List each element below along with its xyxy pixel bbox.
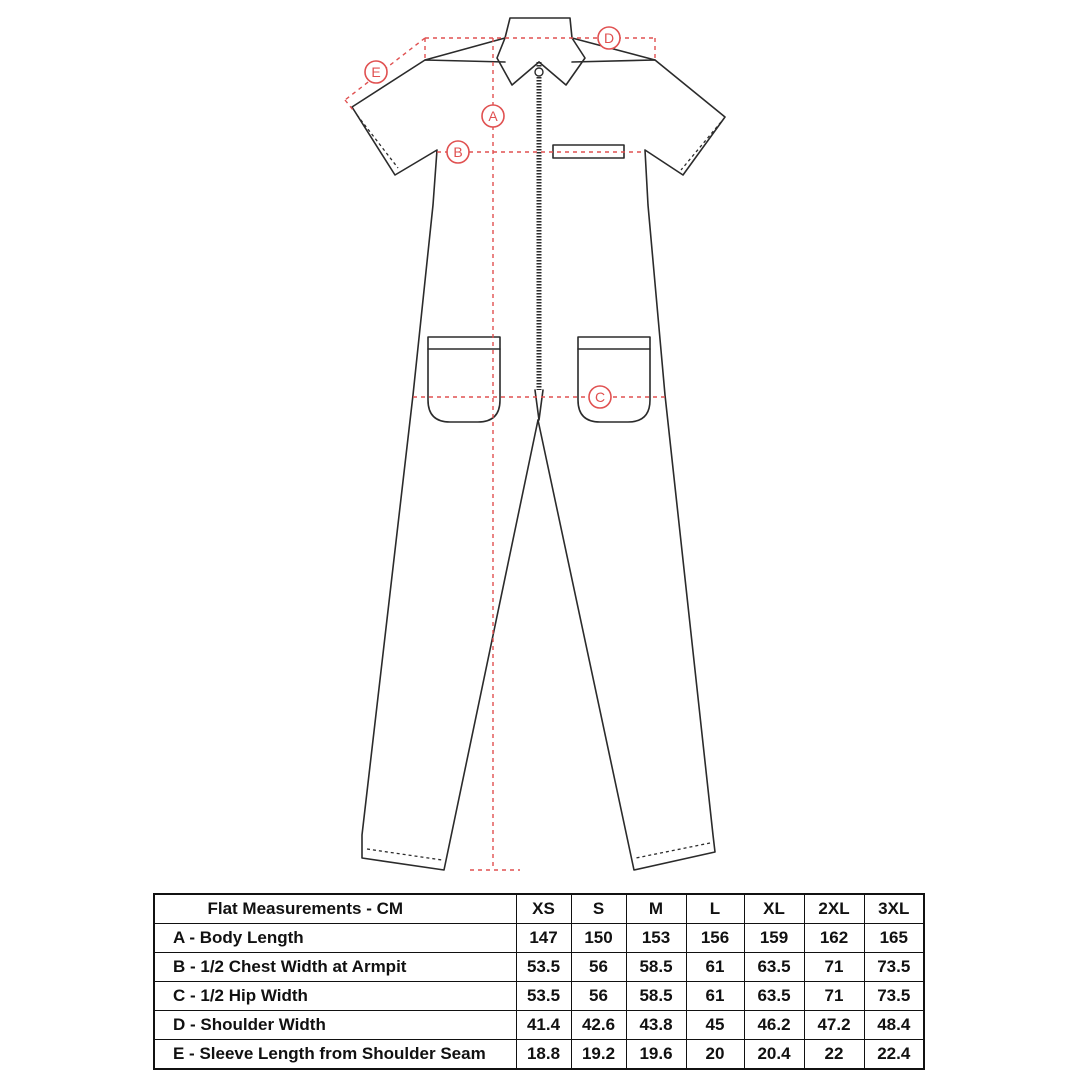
marker-b	[447, 141, 469, 163]
table-row	[154, 1040, 924, 1070]
table-cell: 47.2	[804, 1011, 864, 1040]
table-row	[154, 924, 924, 953]
row-label: C - 1/2 Hip Width	[154, 982, 516, 1011]
table-cell: 19.6	[626, 1040, 686, 1070]
table-row	[154, 953, 924, 982]
marker-c	[589, 386, 611, 408]
size-chart-table	[153, 893, 925, 1070]
table-cell: 156	[686, 924, 744, 953]
row-label: A - Body Length	[154, 924, 516, 953]
row-label: D - Shoulder Width	[154, 1011, 516, 1040]
svg-text:A: A	[488, 108, 498, 124]
svg-text:E: E	[371, 64, 381, 80]
marker-a	[482, 105, 504, 127]
row-label: E - Sleeve Length from Shoulder Seam	[154, 1040, 516, 1070]
svg-text:B: B	[453, 144, 463, 160]
table-cell: 71	[804, 953, 864, 982]
hem-stitching	[357, 115, 721, 860]
table-cell: 20.4	[744, 1040, 804, 1070]
table-cell: 150	[571, 924, 626, 953]
table-cell: 53.5	[516, 982, 571, 1011]
table-cell: 71	[804, 982, 864, 1011]
table-row	[154, 1011, 924, 1040]
size-header: 2XL	[804, 894, 864, 924]
table-cell: 53.5	[516, 953, 571, 982]
size-header: S	[571, 894, 626, 924]
size-header: 3XL	[864, 894, 924, 924]
table-cell: 63.5	[744, 953, 804, 982]
table-cell: 63.5	[744, 982, 804, 1011]
size-header: XL	[744, 894, 804, 924]
measurement-guides	[345, 38, 665, 870]
garment-outline	[352, 18, 725, 870]
table-cell: 22	[804, 1040, 864, 1070]
size-header: XS	[516, 894, 571, 924]
table-cell: 46.2	[744, 1011, 804, 1040]
size-header: L	[686, 894, 744, 924]
table-cell: 48.4	[864, 1011, 924, 1040]
table-cell: 61	[686, 953, 744, 982]
table-row	[154, 982, 924, 1011]
table-cell: 56	[571, 982, 626, 1011]
table-cell: 22.4	[864, 1040, 924, 1070]
table-cell: 147	[516, 924, 571, 953]
table-cell: 20	[686, 1040, 744, 1070]
table-cell: 41.4	[516, 1011, 571, 1040]
table-cell: 19.2	[571, 1040, 626, 1070]
table-cell: 58.5	[626, 982, 686, 1011]
table-cell: 159	[744, 924, 804, 953]
row-label: B - 1/2 Chest Width at Armpit	[154, 953, 516, 982]
table-cell: 162	[804, 924, 864, 953]
svg-text:D: D	[603, 30, 615, 46]
table-cell: 73.5	[864, 953, 924, 982]
size-header: M	[626, 894, 686, 924]
table-cell: 61	[686, 982, 744, 1011]
table-cell: 45	[686, 1011, 744, 1040]
table-cell: 73.5	[864, 982, 924, 1011]
table-cell: 56	[571, 953, 626, 982]
marker-d	[598, 27, 620, 49]
marker-e	[365, 61, 387, 83]
table-cell: 18.8	[516, 1040, 571, 1070]
table-title: Flat Measurements - CM	[154, 894, 516, 924]
table-cell: 153	[626, 924, 686, 953]
table-header-row	[154, 894, 924, 924]
table-cell: 165	[864, 924, 924, 953]
table-cell: 42.6	[571, 1011, 626, 1040]
table-cell: 58.5	[626, 953, 686, 982]
svg-text:C: C	[594, 389, 606, 405]
table-cell: 43.8	[626, 1011, 686, 1040]
